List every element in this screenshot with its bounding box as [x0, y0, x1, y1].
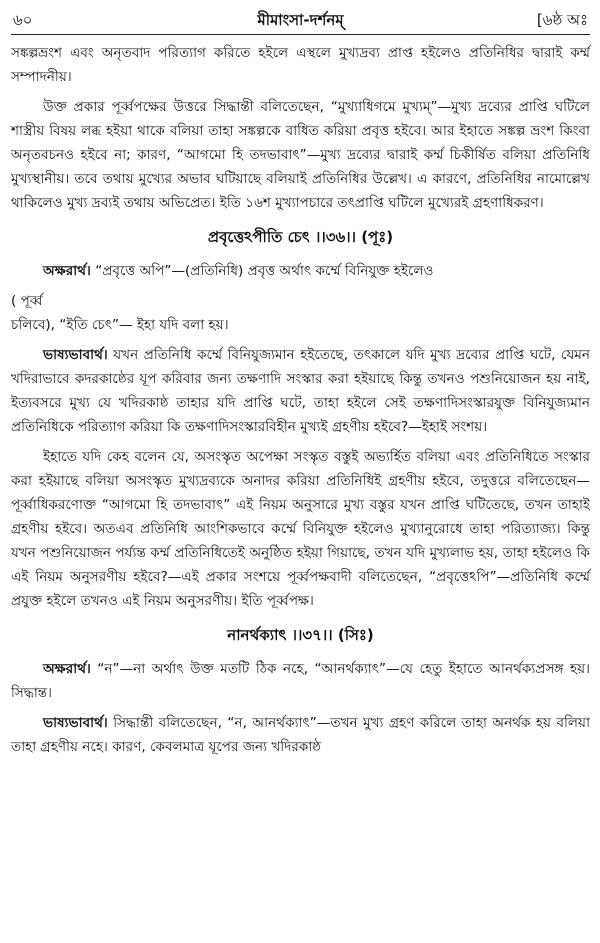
bhashya-label: ভাষ্যভাবার্থ।	[43, 347, 108, 363]
akshara-label: অক্ষরার্থ।	[43, 263, 91, 279]
akshara-label: অক্ষরার্থ।	[43, 661, 91, 677]
running-header	[11, 0, 590, 35]
body-paragraph: উক্ত প্রকার পূর্ব্বপক্ষের উত্তরে সিদ্ধান্তী বলিতেছেন, “মুখ্যাধিগমে মুখ্যম্”—মুখ্য দ্রব্যের প্রাপ্তি ঘটিলে শাস্ত্রীয় বিষয় লব্ধ হইয়া থাকে বলিয়া তাহা সঙ্কল্পকে বাধিত করিয়া প্রবৃত্ত হইবে। আর ইহাতে সঙ্কল্প ভ্রংশ কিংবা অনৃতবচনও হইবে না; কারণ, “আগমো হি তদভাবাৎ”—মুখ্য দ্রব্যের দ্বারাই কর্ম্ম চিকীর্ষিত বলিয়া প্রতিনিধি মুখ্যস্থানীয়। তবে তথায় মুখ্যের অভাব ঘটিয়াছে বলিয়াই প্রতিনিধির উল্লেখ। এ কারণে, প্রতিনিধির নামোল্লেখ থাকিলেও মুখ্য দ্রব্যই তথায় অভিপ্রেত। ইতি ১৬শ মুখ্যাপচারে তৎপ্রাপ্তি ঘটিলে মুখ্যেরই গ্রহণাধিকরণ।	[11, 99, 590, 211]
akshara-continuation: ( পূর্ব্ব	[11, 293, 43, 309]
bhashya-paragraph: ইহাতে যদি কেহ বলেন যে, অসংস্কৃত অপেক্ষা সংস্কৃত বস্তুই অভ্যর্হিত বলিয়া এবং প্রতিনিধিতে সংস্কার করা হইয়াছে বলিয়া অসংস্কৃত মুখ্যদ্রব্যকে অনাদর করিয়া প্রতিনিধিই গ্রহণীয় হইবে, তদুত্তরে বলিতেছেন—পূর্ব্বাধিকরণোক্ত “আগমো হি তদভাবাৎ” এই নিয়ম অনুসারে মুখ্য বস্তুর যখন প্রাপ্তি ঘটিতেছে, তখন তাহাই গ্রহণীয় হইবে। অতএব প্রতিনিধি আংশিকভাবে কর্ম্মে বিনিযুক্ত হইলেও মুখ্যানুরোধে তাহা পরিত্যাজ্য। কিন্তু যখন পশুনিয়োজন পর্য্যন্ত কর্ম্ম প্রতিনিধিতেই অনুষ্ঠিত হইয়া গিয়াছে, তখন যদি মুখ্যলাভ হয়, তাহা হইলেও কি এই নিয়ম অনুসরণীয় হইবে?—এই প্রকার সংশয়ে পূর্ব্বপক্ষবাদী বলিতেছেন, “প্রবৃত্তেঽপি”—প্রতিনিধি কর্ম্মে প্রযুক্ত হইলে তখনও এই নিয়ম অনুসরণীয়। ইতি পূর্ব্বপক্ষ।	[11, 449, 590, 609]
bhashya-text: সিদ্ধান্তী বলিতেছেন, “ন, আনর্থক্যাৎ”—তখন মুখ্য গ্রহণ করিলে তাহা অনর্থক হয় বলিয়া তাহা গ্রহণীয় নহে। কারণ, কেবলমাত্র যূপের জন্য খদিরকাষ্ঠ	[11, 715, 591, 755]
akshara-paragraph	[11, 657, 590, 705]
body-paragraph: সঙ্কল্পভ্রংশ এবং অনৃতবাদ পরিত্যাগ করিতে হইলে এস্থলে মুখ্যদ্রব্য প্রাপ্ত হইলেও প্রতিনিধির দ্বারাই কর্ম্ম সম্পাদনীয়।	[11, 45, 590, 85]
sutra-heading: নানর্থক্যাৎ ।।৩৭।। (সিঃ)	[227, 626, 374, 644]
page-number: ৬০	[13, 11, 33, 29]
bhashya-text: যখন প্রতিনিধি কর্ম্মে বিনিযুজ্যমান হইতেছে, তৎকালে যদি মুখ্য দ্রব্যের প্রাপ্তি ঘটে, যেমন খদিরাভাবে কদরকাষ্ঠের যূপ করিবার জন্য তক্ষণাদি সংস্কার করা হইয়াছে কিন্তু তখনও পশুনিয়োজন হয় নাই, ইত্যবসরে মুখ্য যে খদিরকাষ্ঠ তাহার যদি প্রাপ্তি ঘটে, তাহা হইলে সেই তক্ষণাদিসংস্কারযুক্ত বিনিযুজ্যমান প্রতিনিধিকে পরিত্যাগ করিয়া কি তক্ষণাদিসংস্কারবিহীন মুখ্যই গ্রহণীয় হইবে?—ইহাই সংশয়।	[11, 347, 590, 435]
akshara-paragraph	[11, 259, 590, 283]
akshara-text: “ন”—না অর্থাৎ উক্ত মতটি ঠিক নহে, “আনর্থক্যাৎ”—যে হেতু ইহাতে আনর্থক্যপ্রসঙ্গ হয়। সিদ্ধান্ত।	[11, 661, 590, 701]
akshara-continuation: চলিবে), “ইতি চেৎ”— ইহা যদি বলা হয়।	[11, 317, 229, 333]
chapter-marker: [৬ষ্ঠ অঃ	[536, 11, 588, 29]
bhashya-paragraph	[11, 343, 590, 439]
bhashya-paragraph	[11, 711, 590, 759]
sutra-heading: প্রবৃত্তেঽপীতি চেৎ ।।৩৬।। (পূঃ)	[207, 228, 394, 246]
bhashya-label: ভাষ্যভাবার্থ।	[43, 715, 108, 731]
akshara-line: “প্রবৃত্তে অপি”—(প্রতিনিধি) প্রবৃত্ত অর্থাৎ কর্ম্মে বিনিযুক্ত হইলেও	[95, 263, 434, 279]
running-title: মীমাংসা-দর্শনম্	[257, 11, 344, 29]
